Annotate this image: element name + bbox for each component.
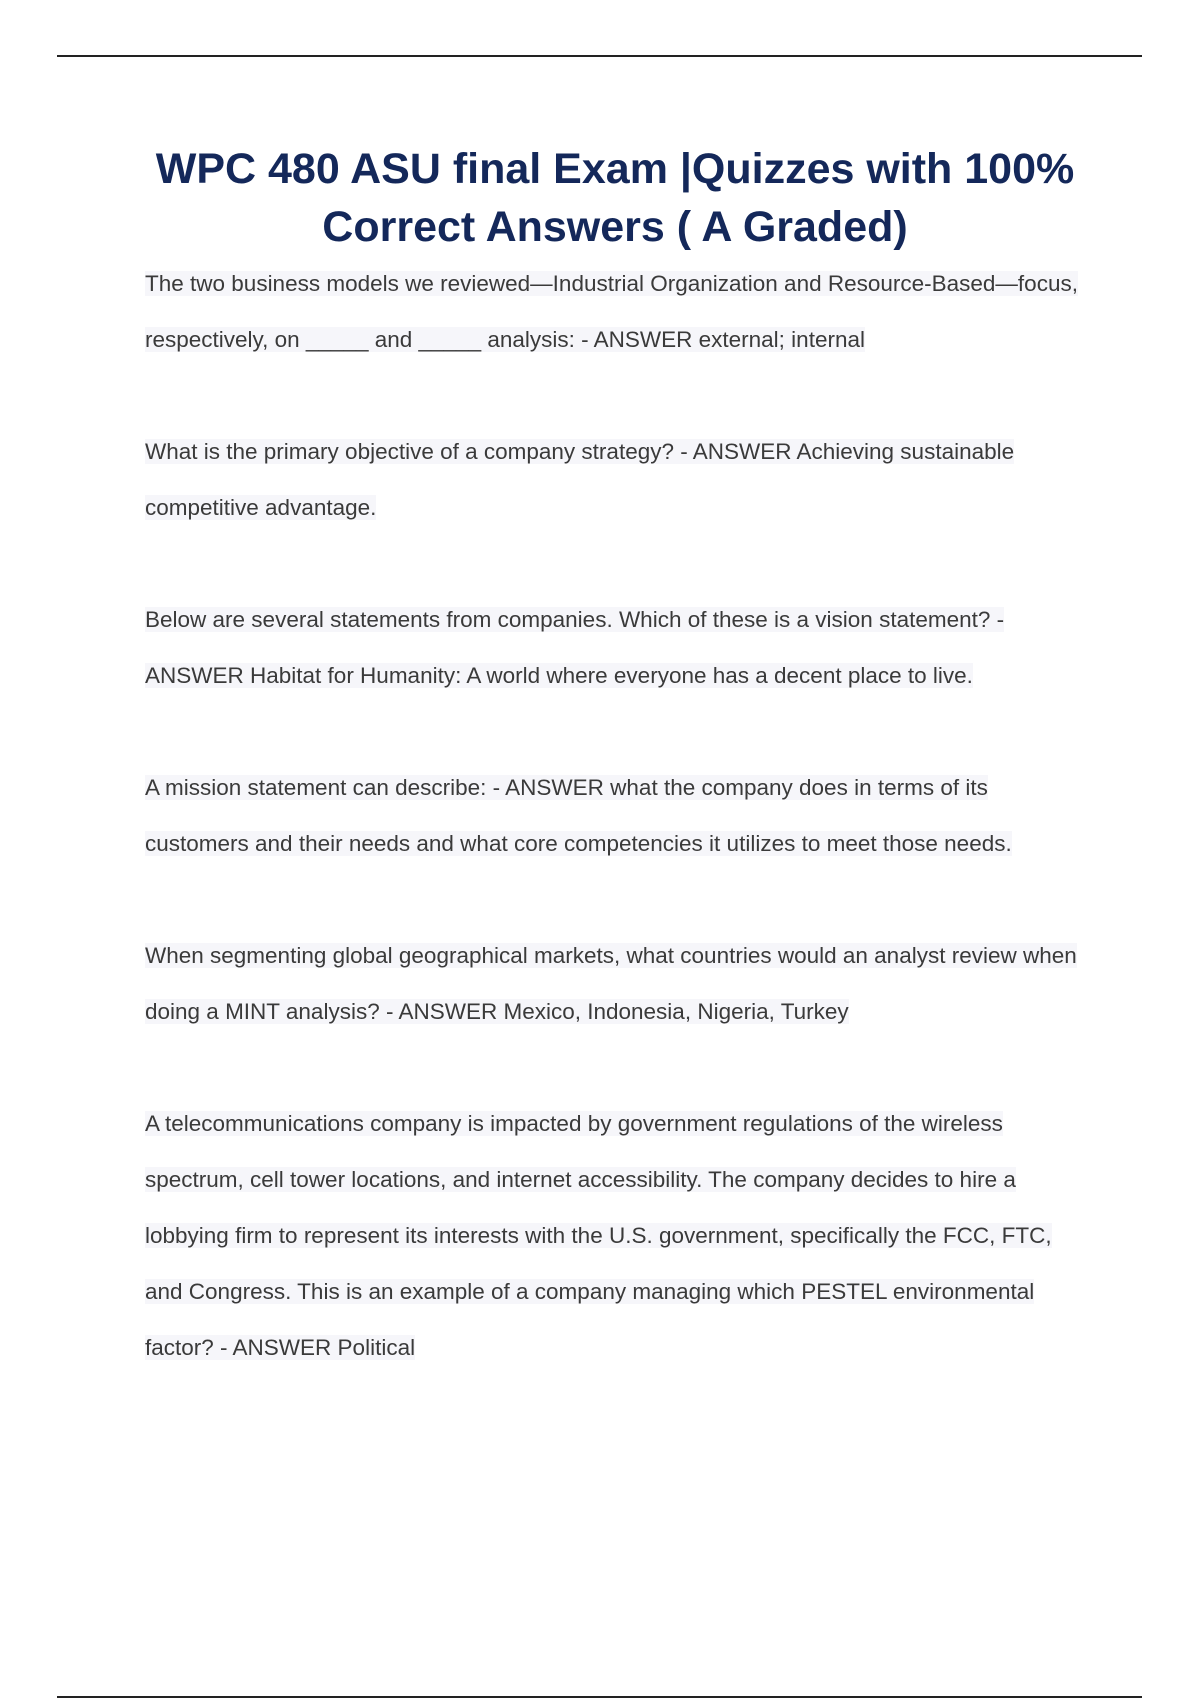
qa-item: [145, 424, 1090, 536]
qa-text: The two business models we reviewed—Industrial Organization and Resource-Based—focus, respectively, on _____ and _____ analysis: - ANSWER external; internal: [145, 271, 1078, 352]
qa-item: [145, 592, 1090, 704]
qa-item: [145, 928, 1090, 1040]
qa-item: [145, 1096, 1090, 1376]
document-title: WPC 480 ASU final Exam |Quizzes with 100% Correct Answers ( A Graded): [155, 145, 1075, 251]
bottom-rule: [57, 1696, 1142, 1698]
qa-item: [145, 256, 1090, 368]
qa-text: What is the primary objective of a company strategy? - ANSWER Achieving sustainable competitive advantage.: [145, 439, 1015, 520]
qa-text: Below are several statements from companies. Which of these is a vision statement? - ANSWER Habitat for Humanity: A world where everyone has a decent place to live.: [145, 607, 1005, 688]
qa-item: [145, 760, 1090, 872]
qa-text: A telecommunications company is impacted by government regulations of the wireless spectrum, cell tower locations, and internet accessibility. The company decides to hire a lobbying firm to represent its interests with the U.S. government, specifically the FCC, FTC, and Congress. This is an example of a company managing which PESTEL environmental factor? - ANSWER Political: [145, 1111, 1052, 1360]
qa-list: [145, 256, 1090, 1432]
top-rule: [57, 55, 1142, 57]
qa-text: A mission statement can describe: - ANSWER what the company does in terms of its customers and their needs and what core competencies it utilizes to meet those needs.: [145, 775, 1012, 856]
qa-text: When segmenting global geographical markets, what countries would an analyst review when doing a MINT analysis? - ANSWER Mexico, Indonesia, Nigeria, Turkey: [145, 943, 1077, 1024]
